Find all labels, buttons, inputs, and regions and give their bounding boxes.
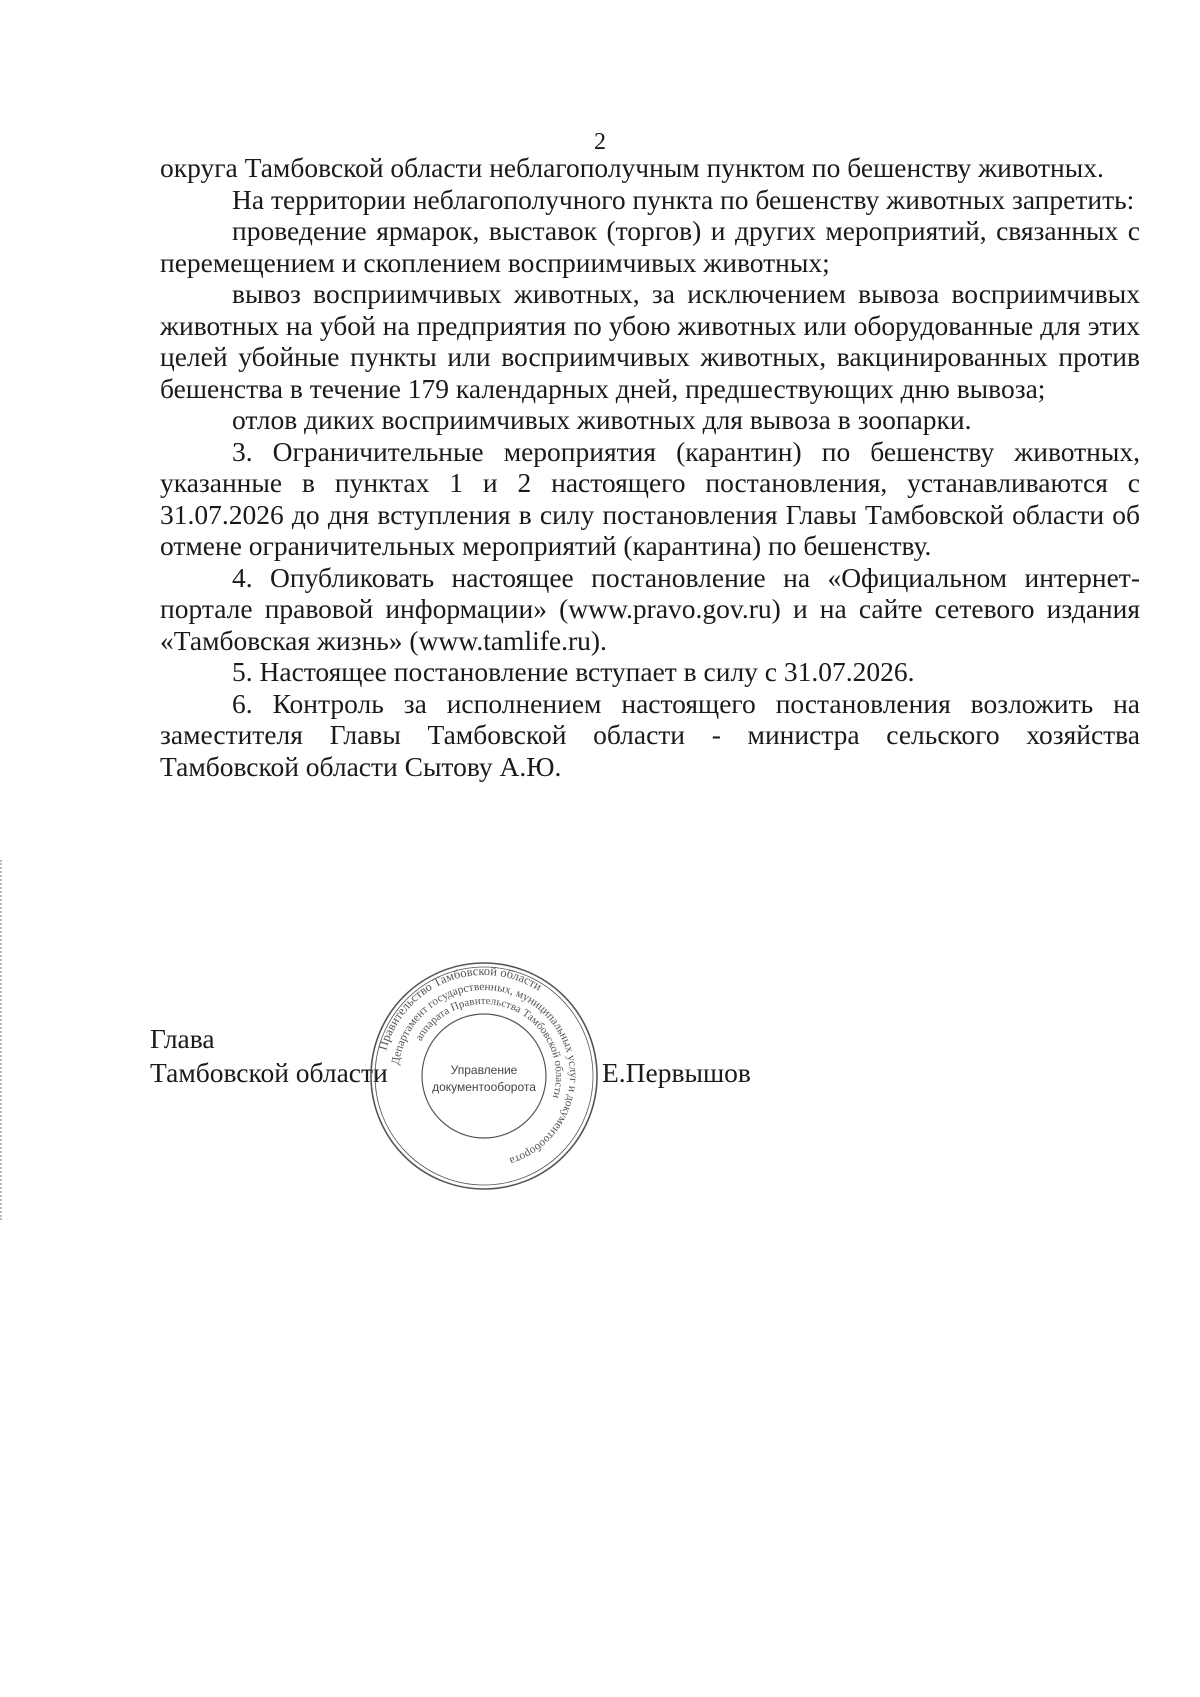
paragraph-4: отлов диких восприимчивых животных для вывоза в зоопарки. <box>232 404 972 435</box>
paragraph-2: проведение ярмарок, выставок (торгов) и других мероприятий, связанных с перемещением и скоплением восприимчивых животных; <box>160 215 1140 278</box>
paragraph-1: На территории неблагополучного пункта по бешенству животных запретить: <box>232 183 1135 215</box>
seal-center-line1: Управление <box>450 1063 518 1077</box>
paragraph-7: 5. Настоящее постановление вступает в силу с 31.07.2026. <box>232 656 915 687</box>
seal-middle-text: Департамент государственных, муниципальных услуг и документооборота <box>389 980 580 1167</box>
document-body <box>160 152 1140 782</box>
seal-inner-text: аппарата Правительства Тамбовской области <box>413 994 566 1100</box>
official-seal <box>368 960 600 1192</box>
signature-title-line2: Тамбовской области <box>150 1057 388 1088</box>
signature-title <box>150 1022 388 1090</box>
paragraph-0: округа Тамбовской области неблагополучным пунктом по бешенству животных. <box>160 152 1104 183</box>
paragraph-6: 4. Опубликовать настоящее постановление на «Официальном интернет-портале правовой информации» (www.pravo.gov.ru) и на сайте сетевого издания «Тамбовская жизнь» (www.tamlife.ru). <box>160 561 1140 656</box>
paragraph-3: вывоз восприимчивых животных, за исключением вывоза восприимчивых животных на убой на предприятия по убою животных или оборудованные для этих целей убойные пункты или восприимчивых животных, вакцинированных против бешенства в течение 179 календарных дней, предшествующих дню вывоза; <box>160 278 1140 404</box>
seal-outer-text: Правительство Тамбовской области <box>375 963 545 1052</box>
signature-title-line1: Глава <box>150 1023 215 1054</box>
seal-center-line2: документооборота <box>432 1080 536 1094</box>
page-number: 2 <box>594 129 606 155</box>
paragraph-8: 6. Контроль за исполнением настоящего постановления возложить на заместителя Главы Тамбовской области - министра сельского хозяйства Тамбовской области Сытову А.Ю. <box>160 687 1140 782</box>
paragraph-5: 3. Ограничительные мероприятия (карантин) по бешенству животных, указанные в пунктах 1 и 2 настоящего постановления, устанавливаются с 31.07.2026 до дня вступления в силу постановления Главы Тамбовской области об отмене ограничительных мероприятий (карантина) по бешенству. <box>160 435 1140 561</box>
signatory-name: Е.Первышов <box>602 1057 751 1088</box>
scan-margin-marks <box>0 860 5 1220</box>
seal-center-text <box>424 1062 544 1096</box>
